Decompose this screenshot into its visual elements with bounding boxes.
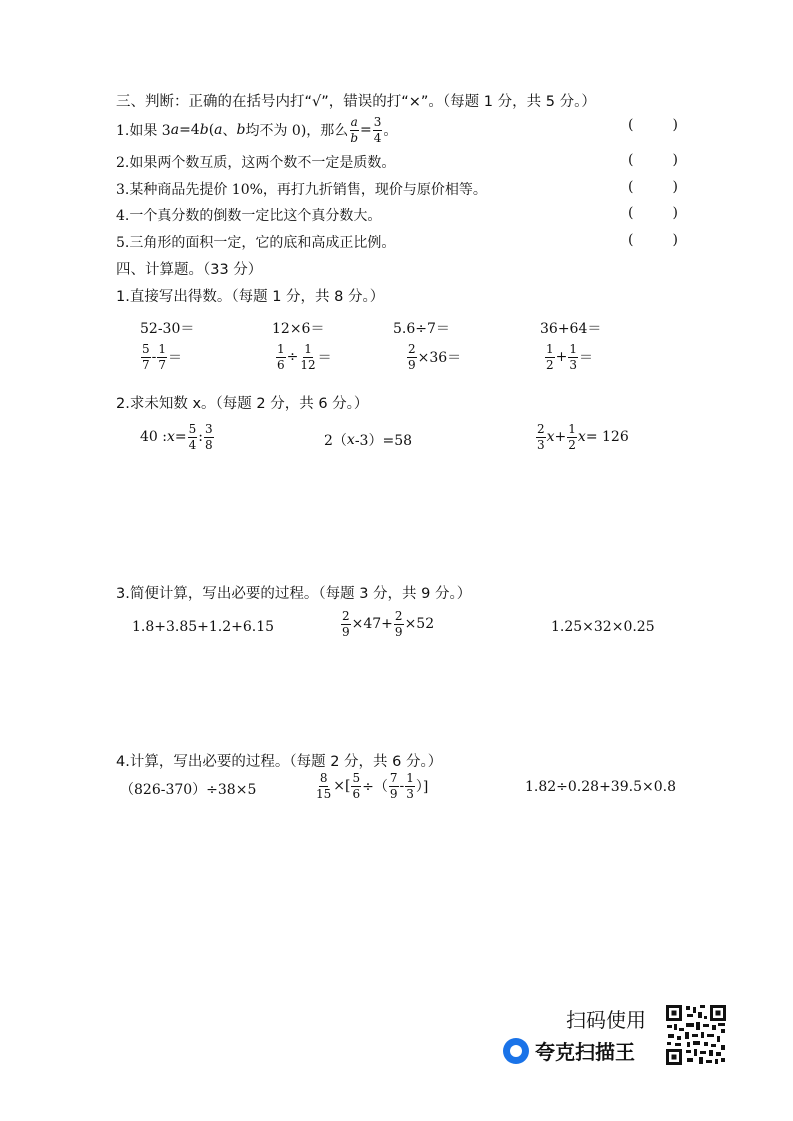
judge-item-3: 3.某种商品先提价 10%，再打九折销售，现价与原价相等。 [116, 182, 487, 198]
answer-parens-3[interactable]: ( ) [628, 179, 678, 195]
section4-title: 四、计算题。（33 分） [116, 262, 263, 278]
q2-equation-3: $\frac{2}{3}$ x + $\frac{1}{2}$ x = 126 [537, 422, 629, 452]
q4-expr-2: $\frac{8}{15}$ ×[ $\frac{5}{6}$ ÷（ $\frac{7}{9}$ - $\frac{1}{3}$ ）] [316, 771, 429, 801]
judge-item-1: 1.如果 3 a =4 b ( a 、 b 均不为 0)，那么 $\frac{a}{b}$ = $\frac{3}{4}$ 。 [116, 115, 398, 145]
q3-expr-1: 1.8+3.85+1.2+6.15 [132, 619, 275, 635]
q1-expr-1: 52-30＝ [140, 321, 195, 337]
q1-title: 1.直接写出得数。（每题 1 分，共 8 分。） [116, 289, 385, 305]
answer-parens-2[interactable]: ( ) [628, 152, 678, 168]
brand-logo [503, 1036, 635, 1065]
q3-expr-2: $\frac{2}{9}$ ×47+ $\frac{2}{9}$ ×52 [342, 609, 435, 639]
brand-name: 夸克扫描王 [535, 1040, 635, 1064]
section3-title: 三、判断：正确的在括号内打“√”，错误的打“×”。（每题 1 分，共 5 分。） [116, 94, 596, 110]
q3-expr-3: 1.25×32×0.25 [551, 619, 655, 635]
q4-expr-1: （826-370）÷38×5 [120, 782, 257, 798]
judge-item-4: 4.一个真分数的倒数一定比这个真分数大。 [116, 208, 382, 224]
scanner-watermark [503, 1000, 733, 1070]
answer-parens-5[interactable]: ( ) [628, 232, 678, 248]
q1-expr-7: $\frac{2}{9}$ ×36＝ [408, 342, 462, 372]
q1-expr-8: $\frac{1}{2}$ + $\frac{1}{3}$ ＝ [546, 342, 594, 372]
q1-expr-5: $\frac{5}{7}$ - $\frac{1}{7}$ ＝ [142, 342, 183, 372]
q1-expr-2: 12×6＝ [272, 321, 325, 337]
judge-item-2: 2.如果两个数互质，这两个数不一定是质数。 [116, 155, 396, 171]
q2-equation-1: 40 : x = $\frac{5}{4}$ : $\frac{3}{8}$ [140, 422, 213, 452]
fraction: $\frac{a}{b}$ [350, 115, 358, 145]
scan-label: 扫码使用 [566, 1008, 646, 1032]
judge-item-5: 5.三角形的面积一定，它的底和高成正比例。 [116, 235, 396, 251]
q4-title: 4.计算，写出必要的过程。（每题 2 分，共 6 分。） [116, 754, 443, 770]
answer-parens-1[interactable]: ( ) [628, 117, 678, 133]
q1-expr-3: 5.6÷7＝ [393, 321, 450, 337]
answer-parens-4[interactable]: ( ) [628, 205, 678, 221]
brand-icon [503, 1038, 529, 1064]
q4-expr-3: 1.82÷0.28+39.5×0.8 [525, 779, 676, 795]
q1-expr-4: 36+64＝ [540, 321, 602, 337]
qr-code-icon [665, 1004, 727, 1066]
q2-equation-2: 2（ x -3）=58 [324, 432, 413, 449]
q3-title: 3.简便计算，写出必要的过程。（每题 3 分，共 9 分。） [116, 586, 472, 602]
fraction: $\frac{3}{4}$ [373, 115, 382, 145]
q2-title: 2.求未知数 x。（每题 2 分，共 6 分。） [116, 396, 369, 412]
q1-expr-6: $\frac{1}{6}$ ÷ $\frac{1}{12}$ ＝ [277, 342, 332, 372]
